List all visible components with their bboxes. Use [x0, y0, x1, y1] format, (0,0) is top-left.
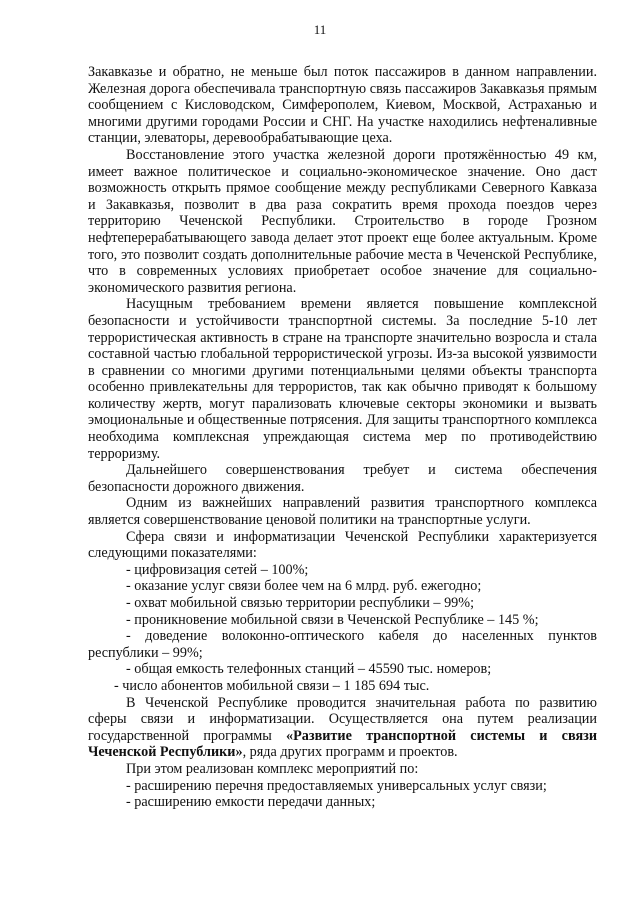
- paragraph-communications-program: [88, 695, 597, 761]
- measure-item: - расширению перечня предоставляемых универсальных услуг связи;: [126, 777, 547, 794]
- paragraph-railway-history: Закавказье и обратно, не меньше был поток пассажиров в данном направлении. Железная дорога обеспечивала транспортную связь пассажиров Закавказья прямым сообщением с Кисловодском, Симферополем, Киевом, Москвой, Астраханью и многими другими городами России и СНГ. На участке находились нефтеналивные станции, элеваторы, деревообрабатывающие цеха.: [88, 64, 597, 147]
- paragraph-pricing-policy: Одним из важнейших направлений развития транспортного комплекса является совершенствование ценовой политики на транспортные услуги.: [88, 495, 597, 529]
- program-title: «Развитие транспортной системы и связи Чеченской Республики»: [88, 727, 597, 761]
- indicator-item: - проникновение мобильной связи в Чеченской Республике – 145 %;: [126, 611, 539, 628]
- indicator-item: - число абонентов мобильной связи – 1 185 694 тыс.: [114, 677, 430, 694]
- indicator-item: - оказание услуг связи более чем на 6 млрд. руб. ежегодно;: [126, 578, 482, 595]
- paragraph-railway-restoration: Восстановление этого участка железной дороги протяжённостью 49 км, имеет важное политическое и социально-экономическое значение. Оно даст возможность открыть прямое сообщение между республиками Северного Кавказа и Закавказья, позволит в два раза сократить время прохода поездов через территорию Чеченской Республики. Строительство в городе Грозном нефтеперерабатывающего завода делает этот проект еще более актуальным. Кроме того, это позволит создать дополнительные рабочие места в Чеченской Республике, что в современных условиях приобретает особое значение для социально-экономического развития региона.: [88, 146, 597, 296]
- paragraph-transport-security: Насущным требованием времени является повышение комплексной безопасности и устойчивости транспортной системы. За последние 5-10 лет террористическая активность в стране на транспорте значительно возросла и стала составной частью глобальной террористической угрозы. Из-за высокой уязвимости в сравнении со многими другими потенциальными целями объекты транспорта особенно привлекательны для террористов, так как обычно приводят к большому количеству жертв, могут парализовать ключевые секторы экономики и вызвать эмоциональные и общественные потрясения. Для защиты транспортного комплекса необходима комплексная упреждающая система мер по противодействию терроризму.: [88, 296, 597, 462]
- paragraph-road-safety: Дальнейшего совершенствования требует и система обеспечения безопасности дорожного движения.: [88, 462, 597, 495]
- paragraph-communications-intro: Сфера связи и информатизации Чеченской Республики характеризуется следующими показателями:: [88, 528, 597, 562]
- paragraph-measures-intro: При этом реализован комплекс мероприятий по:: [126, 760, 419, 777]
- document-body: [88, 64, 597, 811]
- program-text-before: В Чеченской Республике проводится значительная работа по развитию сферы связи и информатизации. Осуществляется она путем реализации государственной программы: [88, 694, 597, 744]
- indicator-item: - цифровизация сетей – 100%;: [126, 561, 309, 578]
- page-number: 11: [313, 22, 327, 37]
- indicator-item: - общая емкость телефонных станций – 45590 тыс. номеров;: [126, 661, 492, 678]
- indicator-item: - охват мобильной связью территории республики – 99%;: [126, 595, 475, 611]
- measure-item: - расширению емкости передачи данных;: [126, 794, 376, 811]
- program-text-after: , ряда других программ и проектов.: [242, 744, 458, 761]
- indicator-item: - доведение волоконно-оптического кабеля до населенных пунктов республики – 99%;: [88, 628, 597, 661]
